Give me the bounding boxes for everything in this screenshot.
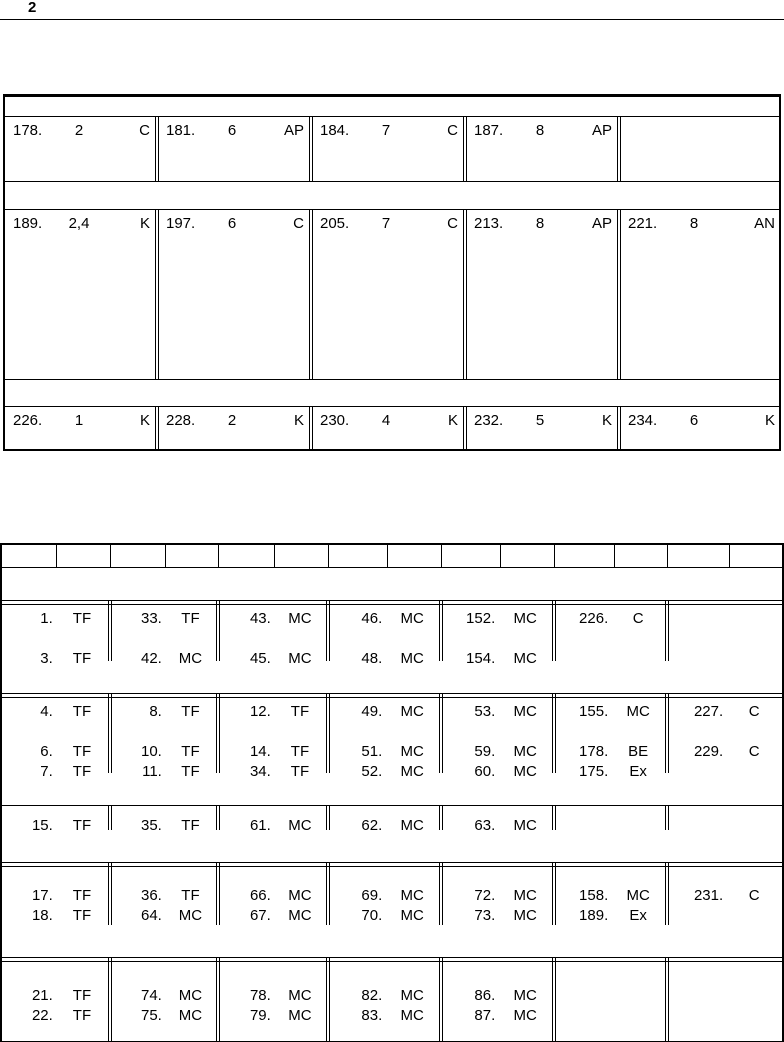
- item-number: 175.: [579, 763, 609, 780]
- item-number: 228.: [166, 412, 196, 429]
- item-entry: [554, 743, 667, 761]
- item-type-text: MC: [288, 987, 312, 1004]
- item-number: 1.: [40, 610, 53, 627]
- item-number: 33.: [140, 610, 162, 627]
- item-number: 48.: [361, 650, 383, 667]
- grade-cell: [156, 215, 310, 233]
- item-number: 227.: [693, 703, 724, 720]
- item-type-text: MC: [178, 987, 203, 1004]
- item-entry: [218, 650, 328, 668]
- item-number: 46.: [361, 610, 383, 627]
- item-number: 70.: [361, 907, 383, 924]
- item-number: 43.: [249, 610, 271, 627]
- item-entry: [0, 650, 110, 668]
- cell-divider: [665, 957, 669, 1042]
- grade-cell: [156, 412, 310, 430]
- grade-cell: [310, 215, 464, 233]
- item-type-text: TF: [181, 817, 200, 834]
- code-value: C: [447, 122, 458, 139]
- item-number: 75.: [140, 1007, 162, 1024]
- band-top-line: [3, 96, 781, 97]
- item-number: 11.: [142, 763, 162, 780]
- item-entry: [441, 817, 554, 835]
- item-number: 64.: [140, 907, 162, 924]
- grade-cell: [464, 412, 618, 430]
- item-entry: [328, 987, 441, 1005]
- grade-text: 4: [381, 412, 391, 429]
- item-type-text: MC: [178, 650, 203, 667]
- grade-text: 6: [227, 215, 237, 232]
- item-number: 36.: [140, 887, 162, 904]
- grade-cell: [464, 215, 618, 233]
- item-number: 213.: [474, 215, 504, 232]
- header-divider: [667, 545, 668, 567]
- item-number: 86.: [474, 987, 496, 1004]
- item-type-text: MC: [513, 703, 537, 720]
- item-number: 3.: [40, 650, 53, 667]
- item-type-text: Ex: [629, 763, 647, 780]
- grade-cell: [618, 215, 781, 233]
- item-number: 83.: [361, 1007, 383, 1024]
- item-type-text: TF: [72, 763, 92, 780]
- item-type-text: MC: [288, 650, 312, 667]
- item-number: 226.: [13, 412, 43, 429]
- item-number: 7.: [40, 763, 53, 780]
- item-number: 82.: [361, 987, 383, 1004]
- item-number: 230.: [320, 412, 350, 429]
- cell-divider: [309, 209, 313, 379]
- item-number: 59.: [474, 743, 496, 760]
- band-bottom-line: [3, 406, 781, 407]
- item-type-text: TF: [181, 763, 200, 780]
- item-entry: [110, 907, 218, 925]
- item-number: 10.: [140, 743, 162, 760]
- cell-divider: [155, 209, 159, 379]
- item-type-text: TF: [181, 743, 200, 760]
- item-number: 73.: [474, 907, 496, 924]
- code-value: K: [447, 412, 458, 429]
- item-type-text: MC: [400, 987, 424, 1004]
- item-number: 178.: [579, 743, 609, 760]
- item-type-text: MC: [178, 1007, 203, 1024]
- item-type-text: MC: [400, 907, 424, 924]
- item-type-text: MC: [288, 907, 312, 924]
- item-number: 178.: [13, 122, 43, 139]
- code-value: AN: [754, 215, 775, 232]
- item-entry: [110, 703, 218, 721]
- item-entry: [218, 703, 328, 721]
- item-number: 22.: [31, 1007, 53, 1024]
- item-type-text: TF: [290, 763, 310, 780]
- item-number: 35.: [140, 817, 162, 834]
- item-entry: [0, 703, 110, 721]
- header-bottom-line: [0, 567, 784, 568]
- item-number: 87.: [474, 1007, 496, 1024]
- item-number: 155.: [579, 703, 609, 720]
- grade-text: 1: [74, 412, 84, 429]
- item-number: 6.: [40, 743, 53, 760]
- item-type-text: MC: [400, 650, 424, 667]
- item-entry: [328, 703, 441, 721]
- item-number: 226.: [579, 610, 609, 627]
- code-value: C: [447, 215, 458, 232]
- item-entry: [328, 817, 441, 835]
- item-number: 181.: [166, 122, 196, 139]
- item-number: 154.: [466, 650, 496, 667]
- header-divider: [387, 545, 388, 567]
- item-number: 4.: [40, 703, 53, 720]
- item-number: 229.: [693, 743, 724, 760]
- item-type-text: MC: [288, 610, 312, 627]
- item-type-text: C: [632, 610, 644, 627]
- item-entry: [0, 1007, 110, 1025]
- item-entry: [441, 743, 554, 761]
- header-divider: [274, 545, 275, 567]
- item-type-text: MC: [400, 610, 424, 627]
- grade-cell: [310, 122, 464, 140]
- header-divider: [729, 545, 730, 567]
- item-entry: [218, 763, 328, 781]
- item-number: 184.: [320, 122, 350, 139]
- item-entry: [328, 650, 441, 668]
- grade-text: 5: [535, 412, 545, 429]
- item-number: 60.: [474, 763, 496, 780]
- item-entry: [554, 887, 667, 905]
- item-number: 67.: [249, 907, 271, 924]
- item-type-text: MC: [513, 887, 537, 904]
- item-type-text: MC: [288, 887, 312, 904]
- cell-divider: [665, 805, 669, 830]
- item-type-text: MC: [626, 703, 650, 720]
- item-number: 205.: [320, 215, 350, 232]
- item-entry: [0, 743, 110, 761]
- band-bottom-line: [3, 116, 781, 117]
- grade-text: 6: [227, 122, 237, 139]
- grade-text: 2: [227, 412, 237, 429]
- item-number: 232.: [474, 412, 504, 429]
- header-divider: [554, 545, 555, 567]
- item-entry: [328, 610, 441, 628]
- item-entry: [554, 703, 667, 721]
- item-type-text: MC: [513, 817, 537, 834]
- item-number: 53.: [474, 703, 496, 720]
- item-type-text: TF: [72, 743, 92, 760]
- item-entry: [441, 763, 554, 781]
- item-number: 21.: [31, 987, 53, 1004]
- table-border: [3, 94, 781, 451]
- item-entry: [667, 887, 784, 905]
- page-number: 2: [28, 0, 37, 16]
- item-type-text: Ex: [629, 907, 647, 924]
- header-divider: [441, 545, 442, 567]
- item-entry: [110, 650, 218, 668]
- item-type-text: TF: [181, 610, 200, 627]
- item-number: 79.: [249, 1007, 271, 1024]
- item-number: 231.: [693, 887, 724, 904]
- item-entry: [441, 887, 554, 905]
- item-type-text: TF: [290, 743, 310, 760]
- item-entry: [0, 763, 110, 781]
- grade-text: 8: [535, 122, 545, 139]
- code-value: C: [293, 215, 304, 232]
- grade-cell: [618, 412, 781, 430]
- item-number: 221.: [628, 215, 658, 232]
- item-type-text: TF: [72, 887, 92, 904]
- page-header: [0, 0, 784, 20]
- item-number: 17.: [31, 887, 53, 904]
- item-number: 61.: [249, 817, 271, 834]
- item-number: 34.: [249, 763, 271, 780]
- item-entry: [218, 907, 328, 925]
- item-type-text: TF: [72, 817, 92, 834]
- item-entry: [667, 743, 784, 761]
- item-type-text: TF: [72, 610, 92, 627]
- item-number: 62.: [361, 817, 383, 834]
- item-type-text: MC: [288, 1007, 312, 1024]
- item-number: 72.: [474, 887, 496, 904]
- item-type-text: C: [748, 743, 760, 760]
- item-entry: [110, 743, 218, 761]
- item-entry: [667, 703, 784, 721]
- item-number: 197.: [166, 215, 196, 232]
- grade-cell: [156, 122, 310, 140]
- item-type-text: MC: [626, 887, 650, 904]
- item-type-table: [0, 543, 784, 1042]
- item-number: 52.: [361, 763, 383, 780]
- item-entry: [441, 610, 554, 628]
- item-entry: [0, 907, 110, 925]
- item-number: 51.: [361, 743, 383, 760]
- item-entry: [441, 987, 554, 1005]
- item-entry: [110, 763, 218, 781]
- item-entry: [218, 1007, 328, 1025]
- grade-cell: [3, 215, 156, 233]
- item-type-text: MC: [400, 887, 424, 904]
- item-number: 8.: [149, 703, 162, 720]
- header-divider: [614, 545, 615, 567]
- item-entry: [328, 907, 441, 925]
- grade-cell: [310, 412, 464, 430]
- item-type-text: MC: [513, 650, 537, 667]
- item-number: 234.: [628, 412, 658, 429]
- item-number: 45.: [249, 650, 271, 667]
- item-entry: [218, 887, 328, 905]
- item-number: 18.: [31, 907, 53, 924]
- item-type-text: MC: [400, 817, 424, 834]
- header-divider: [165, 545, 166, 567]
- item-number: 49.: [361, 703, 383, 720]
- item-type-text: MC: [513, 743, 537, 760]
- item-entry: [0, 817, 110, 835]
- item-entry: [441, 650, 554, 668]
- code-value: C: [139, 122, 150, 139]
- item-number: 152.: [466, 610, 496, 627]
- item-number: 78.: [249, 987, 271, 1004]
- item-type-text: TF: [72, 907, 92, 924]
- item-type-text: MC: [400, 1007, 424, 1024]
- item-number: 189.: [579, 907, 609, 924]
- item-entry: [110, 987, 218, 1005]
- item-type-text: TF: [72, 703, 92, 720]
- item-type-text: MC: [513, 907, 537, 924]
- item-number: 42.: [140, 650, 162, 667]
- item-entry: [441, 907, 554, 925]
- header-divider: [218, 545, 219, 567]
- code-value: AP: [591, 122, 612, 139]
- item-entry: [218, 610, 328, 628]
- item-entry: [0, 887, 110, 905]
- grade-text: 2,4: [68, 215, 90, 232]
- grade-text: 8: [689, 215, 699, 232]
- item-entry: [441, 703, 554, 721]
- grade-cell: [3, 412, 156, 430]
- item-type-text: TF: [181, 703, 200, 720]
- code-value: AP: [283, 122, 304, 139]
- item-entry: [554, 610, 667, 628]
- item-type-text: C: [748, 887, 760, 904]
- header-divider: [500, 545, 501, 567]
- item-number: 189.: [13, 215, 43, 232]
- grade-cell: [3, 122, 156, 140]
- item-entry: [110, 887, 218, 905]
- item-number: 63.: [474, 817, 496, 834]
- grade-text: 7: [381, 122, 391, 139]
- item-type-text: TF: [72, 650, 92, 667]
- code-value: K: [293, 412, 304, 429]
- item-number: 187.: [474, 122, 504, 139]
- item-type-text: MC: [513, 763, 537, 780]
- grade-cell: [464, 122, 618, 140]
- item-number: 14.: [249, 743, 271, 760]
- item-entry: [110, 610, 218, 628]
- item-number: 74.: [140, 987, 162, 1004]
- item-type-text: BE: [628, 743, 649, 760]
- item-number: 66.: [249, 887, 271, 904]
- item-type-text: MC: [178, 907, 203, 924]
- item-type-text: MC: [400, 763, 424, 780]
- item-type-text: TF: [72, 1007, 92, 1024]
- item-type-text: MC: [288, 817, 312, 834]
- item-type-text: MC: [513, 1007, 537, 1024]
- item-type-text: TF: [290, 703, 310, 720]
- cell-divider: [617, 209, 621, 379]
- grade-text: 8: [535, 215, 545, 232]
- item-entry: [218, 817, 328, 835]
- grade-text: 2: [74, 122, 84, 139]
- item-entry: [328, 887, 441, 905]
- item-type-text: MC: [400, 743, 424, 760]
- band-top-line: [3, 379, 781, 380]
- item-entry: [328, 743, 441, 761]
- code-value: AP: [591, 215, 612, 232]
- grade-text: 6: [689, 412, 699, 429]
- item-entry: [328, 1007, 441, 1025]
- item-entry: [110, 1007, 218, 1025]
- item-number: 12.: [249, 703, 271, 720]
- code-value: K: [139, 215, 150, 232]
- item-type-text: MC: [400, 703, 424, 720]
- item-entry: [554, 763, 667, 781]
- header-divider: [328, 545, 329, 567]
- header-divider: [110, 545, 111, 567]
- item-number: 15.: [31, 817, 53, 834]
- item-number: 158.: [579, 887, 609, 904]
- grade-text: 7: [381, 215, 391, 232]
- item-type-text: C: [748, 703, 760, 720]
- cell-divider: [463, 209, 467, 379]
- item-entry: [110, 817, 218, 835]
- band-top-line: [3, 181, 781, 182]
- item-entry: [554, 907, 667, 925]
- code-value: K: [139, 412, 150, 429]
- item-type-text: MC: [513, 987, 537, 1004]
- code-value: K: [764, 412, 775, 429]
- item-number: 69.: [361, 887, 383, 904]
- item-type-text: TF: [181, 887, 200, 904]
- header-divider: [56, 545, 57, 567]
- item-type-text: TF: [72, 987, 92, 1004]
- code-value: K: [601, 412, 612, 429]
- grade-code-table: [3, 94, 781, 451]
- item-entry: [218, 743, 328, 761]
- item-entry: [0, 987, 110, 1005]
- item-entry: [328, 763, 441, 781]
- item-type-text: MC: [513, 610, 537, 627]
- item-entry: [441, 1007, 554, 1025]
- band-bottom-line: [3, 209, 781, 210]
- item-entry: [0, 610, 110, 628]
- item-entry: [218, 987, 328, 1005]
